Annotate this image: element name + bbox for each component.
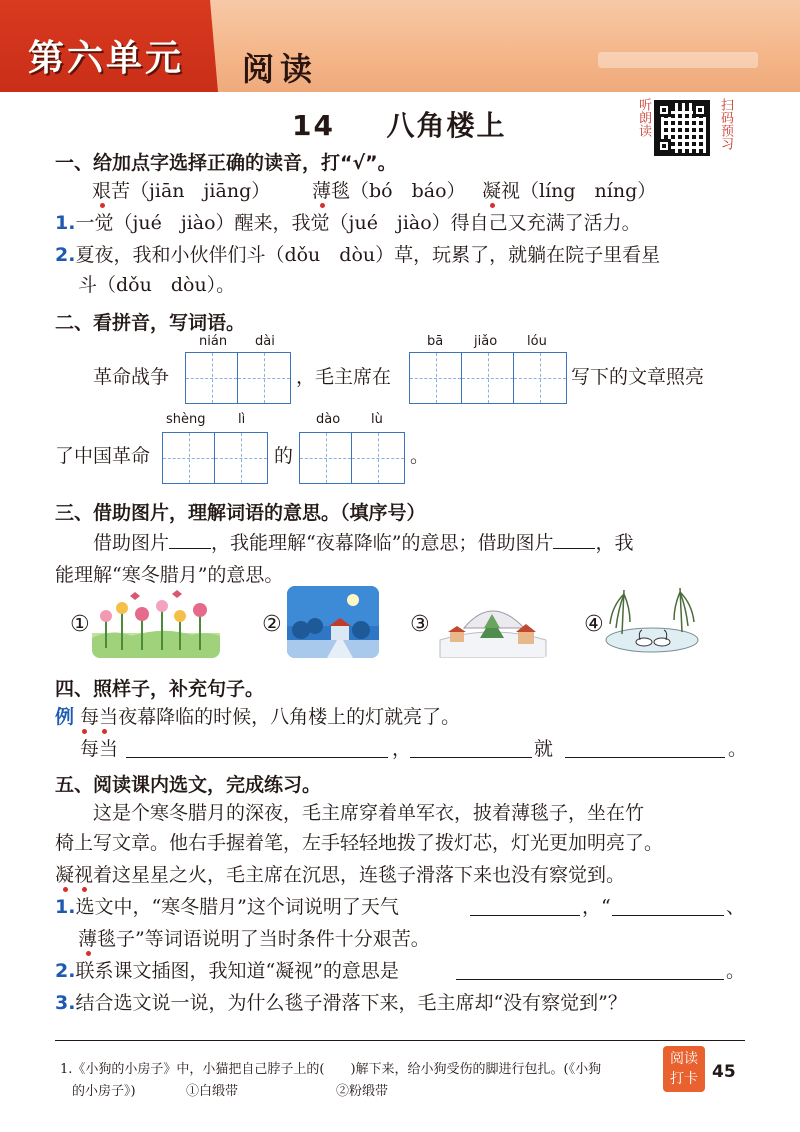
badge-line-1: 阅读 [670,1051,698,1067]
q5-passage-line-1: 这是个寒冬腊月的深夜，毛主席穿着单军衣，披着薄毯子，坐在竹 [93,802,645,824]
q1-s2-number: 2. [55,244,76,266]
picture-label-3: ③ [410,612,430,637]
pinyin: shèng [166,412,206,427]
lesson-title [292,104,506,144]
picture-winter [434,588,550,658]
q1-s1-text: 一觉（jué jiào）醒来，我觉（jué jiào）得自己又充满了活力。 [75,212,641,234]
q3-blank-1[interactable] [169,548,211,549]
q4-frame-a: 每当 [80,738,119,760]
picture-willow-pond [604,584,700,656]
q5-q1-number: 1. [55,896,76,918]
pinyin: jiǎo [474,334,498,349]
example-sentence: 每当夜幕降临的时候，八角楼上的灯就亮了。 [80,706,461,728]
picture-label-2: ② [262,612,282,637]
page-number: 45 [712,1062,736,1082]
q5-question-3 [55,992,627,1015]
q1-sentence-1 [55,212,641,235]
writing-grid-shengli[interactable] [162,432,268,484]
footer-note-line-2a: 的小房子》) [72,1084,136,1099]
footer-option-2: ②粉缎带 [336,1084,389,1099]
q1-word-2: 薄毯（bó báo） [312,180,466,202]
q1-word-1: 艰苦（jiān jiāng） [92,180,271,202]
q1-s2-text-b: 斗（dǒu dòu）。 [78,274,236,296]
lesson-number: 14 [292,109,335,142]
q1-sentence-2 [55,244,660,267]
emphasis-dot [82,887,87,892]
emphasis-dot [102,729,107,734]
q4-title: 四、照样子，补充句子。 [55,678,265,700]
q5-q1-text-b: ，“ [582,896,611,918]
writing-grid-daolu[interactable] [299,432,405,484]
q2-text-2: ，毛主席在 [296,366,392,388]
unit-title: 第六单元 [28,38,185,79]
q4-blank-2[interactable] [410,756,532,758]
pinyin: nián [199,334,228,349]
q3-blank-2[interactable] [553,548,595,549]
emphasis-dot [490,203,495,208]
q2-text-1: 革命战争 [93,366,170,388]
q5-q2-text-a: 联系课文插图，我知道“凝视”的意思是 [75,960,399,982]
emphasis-dot [100,203,105,208]
q5-q3-text: 结合选文说一说，为什么毯子滑落下来，毛主席却“没有察觉到”？ [75,992,627,1014]
q5-q2-blank[interactable] [456,978,724,980]
q4-blank-3[interactable] [565,756,725,758]
q3-title: 三、借助图片，理解词语的意思。（填序号） [55,502,426,524]
picture-label-4: ④ [584,612,604,637]
q5-q1-text-c: 、 [726,896,746,918]
q1-s2-text-a: 夏夜，我和小伙伴们斗（dǒu dòu）草，玩累了，就躺在院子里看星 [75,244,661,266]
lesson-name: 八角楼上 [386,109,507,142]
badge-line-2: 打卡 [670,1071,698,1087]
q3-line-2: 能理解“寒冬腊月”的意思。 [55,564,284,586]
q2-text-4: 了中国革命 [55,445,151,467]
pinyin: bā [427,334,444,349]
q3-text-a: 借助图片 [93,532,170,554]
emphasis-dot [82,729,87,734]
q5-passage-line-2: 椅上写文章。他右手握着笔，左手轻轻地拨了拨灯芯，灯光更加明亮了。 [55,832,664,854]
q3-line-1 [93,532,633,555]
emphasis-dot [320,203,325,208]
q4-blank-1[interactable] [126,756,388,758]
q5-q1-blank-2[interactable] [612,914,724,916]
q5-q2-number: 2. [55,960,76,982]
banner-decoration [598,52,758,68]
q2-text-6: 。 [410,445,430,467]
q3-text-c: ，我 [595,532,634,554]
q5-passage-line-3: 凝视着这星星之火，毛主席在沉思，连毯子滑落下来也没有察觉到。 [55,864,626,886]
q5-q1-text-d: 薄毯子”等词语说明了当时条件十分艰苦。 [78,928,430,950]
reading-checkin-badge[interactable] [663,1046,705,1092]
pinyin: dào [316,412,341,427]
q4-frame-d: 。 [728,738,748,760]
q2-text-5: 的 [274,445,294,467]
example-tag: 例 [55,706,75,728]
q1-title: 一、给加点字选择正确的读音，打“√”。 [55,152,397,174]
q4-frame-c: 就 [534,738,554,760]
q3-text-b: ，我能理解“夜幕降临”的意思；借助图片 [211,532,554,554]
q4-frame-b: ， [392,738,412,760]
q1-s1-number: 1. [55,212,76,234]
qr-listen-label: 听朗读 [636,98,651,137]
footer-divider [55,1040,745,1041]
category-title: 阅读 [242,50,319,88]
emphasis-dot [86,951,91,956]
q5-q2-text-b: 。 [726,960,746,982]
picture-label-1: ① [70,612,90,637]
emphasis-dot [63,887,68,892]
pinyin: lóu [527,334,547,349]
q1-word-3: 凝视（líng níng） [482,180,657,202]
q5-q3-number: 3. [55,992,76,1014]
writing-grid-bajiaolou[interactable] [409,352,567,404]
pinyin: dài [255,334,275,349]
q5-q1-text-a: 选文中，“寒冬腊月”这个词说明了天气 [75,896,399,918]
q2-title: 二、看拼音，写词语。 [55,312,246,334]
q4-example [55,706,460,729]
qr-scan-label: 扫码预习 [718,98,733,150]
q5-title: 五、阅读课内选文，完成练习。 [55,774,322,796]
pinyin: lù [371,412,383,427]
q5-question-1 [55,896,399,919]
footer-option-1: ①白缎带 [186,1084,239,1099]
qr-code-icon[interactable] [654,100,710,156]
writing-grid-niandai[interactable] [185,352,291,404]
picture-night [287,586,379,658]
pinyin: lì [238,412,246,427]
picture-flowers [92,588,220,658]
q5-q1-blank-1[interactable] [470,914,580,916]
q5-question-2 [55,960,399,983]
footer-note-line-1: 1.《小狗的小房子》中，小猫把自己脖子上的( )解下来，给小狗受伤的脚进行包扎。(《小狗 [60,1062,602,1077]
q2-text-3: 写下的文章照亮 [571,366,705,388]
